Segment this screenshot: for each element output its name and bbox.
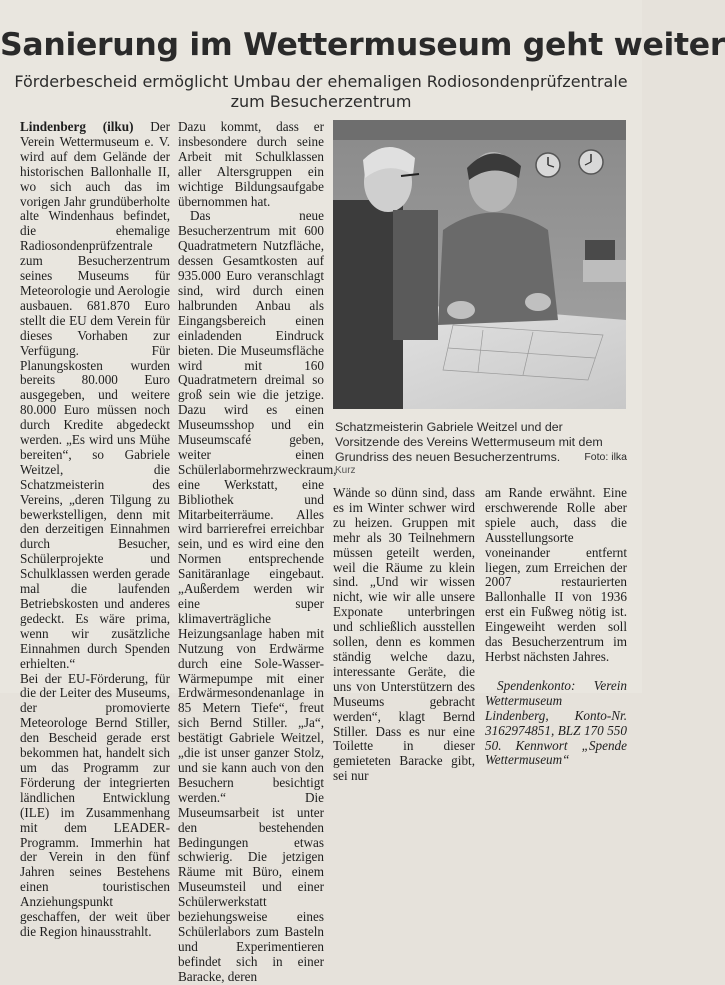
article-subheadline (0, 72, 642, 112)
caption-tag: Kurz (335, 465, 356, 477)
subheadline-line-2: zum Besucherzentrum (230, 92, 412, 111)
caption-text: Schatzmeisterin Gabriele Weitzel und der Vorsitzende des Vereins Wettermuseum mit dem Grundriss des neuen Besucherzentrums. (335, 420, 603, 464)
article-column-4 (485, 486, 627, 768)
donation-account: Spendenkonto: Verein Wettermuseum Lindenberg, Konto-Nr. 3162974851, BLZ 170 550 50. Kennwort „Spende Wettermuseum“ (485, 677, 627, 768)
article-photo (333, 120, 626, 409)
article-paragraph (20, 120, 170, 672)
dateline: Lindenberg (ilku) (20, 119, 134, 134)
article-paragraph: Dazu kommt, dass er insbesondere durch seine Arbeit mit Schulklassen aller Altersgruppen ein wichtige Bildungsaufgabe übernommen hat. (178, 119, 324, 209)
photo-illustration (333, 120, 626, 409)
article-column-2 (178, 119, 337, 985)
article-paragraph: am Rande erwähnt. Eine erschwerende Rolle aber spiele auch, dass die Ausstellungsorte voneinander entfernt liegen, zum Erreichen der 2007 restaurierten Ballonhalle II von 1936 erst ein Fußweg nötig ist. Eingeweiht werden soll das Besucherzentrum im Herbst nächsten Jahres. (485, 485, 627, 664)
article-paragraph: Das neue Besucherzentrum mit 600 Quadratmetern Nutzfläche, dessen Gesamtkosten auf 935.000 Euro veranschlagt sind, wird durch einen halbrunden Anbau als Eingangsbereich einen einladenden Eindruck bieten. Die Museumsfläche wird mit 160 Quadratmetern dreimal so groß sein wie die jetzige. Dazu wird es einen Museumsshop und ein Museumscafé geben, weiter einen Schülerlabormehrzweckraum, eine Werkstatt, eine Bibliothek und Mitarbeiterräume. Alles wird barrierefrei erreichbar sein, und es wird eine den Normen entsprechende Sanitäranlage eingebaut. „Außerdem werden wir eine super klimaverträgliche Heizungsanlage haben mit Nutzung von Erdwärme durch eine Sole-Wasser-Wärmepumpe mit einer Erdwärmesondenanlage in 85 Metern Tiefe“, freut sich Bernd Stiller. „Ja“, bestätigt Gabriele Weitzel, „die ist unser ganzer Stolz, und sie kann auch von den Besuchern besichtigt werden.“ Die Museumsarbeit ist unter den bestehenden Bedingungen etwas schwierig. Die jetzigen Räume mit Büro, einem Museumsteil und einer Schülerwerkstatt beziehungsweise eines Schülerlabors zum Basteln und Experimentieren befindet sich in einer Baracke, deren (178, 208, 337, 984)
paragraph-text: Der Verein Wettermuseum e. V. wird auf dem Gelände der historischen Ballonhalle II, wo sich auch das im vorigen Jahr grundüberholte alte Windenhaus befindet, die ehemalige Radiosondenprüfzentrale zum Besucherzentrum seines Museums für Meteorologie und Aerologie ausbauen. 681.870 Euro stellt die EU dem Verein für dieses Vorhaben zur Verfügung. Für Planungskosten wurden bereits 80.000 Euro ausgegeben, und weitere 80.000 Euro müssen noch durch Kredite abgedeckt werden. „Es wird uns Mühe bereiten“, so Gabriele Weitzel, die Schatzmeisterin des Vereins, „deren Tilgung zu bewerkstelligen, denn mit den derzeitigen Einnahmen durch Besucher, Schülerprojekte und Schulklassen werden gerade mal die laufenden Betriebskosten und anderes gedeckt. Es wäre prima, wenn wir zusätzliche Einnahmen durch Spenden erhielten.“ (20, 119, 171, 671)
article-column-3 (333, 486, 475, 784)
wall-clock-icon (536, 153, 560, 177)
wall-clock-icon (579, 150, 603, 174)
article-paragraph: Bei der EU-Förderung, für die der Leiter des Museums, der promovierte Meteorologe Bernd Stiller, den Bescheid gerade erst bekommen hat, handelt sich um das Programm zur Förderung der integrierten ländlichen Entwicklung (ILE) im Zusammenhang mit dem LEADER-Programm. Immerhin hat der Verein in den fünf Jahren seines Bestehens einen touristischen Anziehungspunkt geschaffen, der weit über die Region hinausstrahlt. (20, 670, 170, 939)
article-paragraph: Wände so dünn sind, dass es im Winter schwer wird zu heizen. Gruppen mit mehr als 30 Teilnehmern müssen geteilt werden, weil die Räume zu klein sind. „Und wir wissen nicht, wie wir alle unsere Exponate unterbringen und schließlich ausstellen sollen, denn es kommen ständig welche dazu, interessante Geräte, die uns von Unterstützern des Museums gebracht werden“, klagt Bernd Stiller. Dass es nur eine Toilette in dieser gemieteten Baracke gibt, sei nur (333, 485, 475, 784)
subheadline-line-1: Förderbescheid ermöglicht Umbau der ehemaligen Rodiosondenprüfzentrale (14, 72, 628, 91)
article-headline: Sanierung im Wettermuseum geht weiter (0, 27, 725, 63)
photo-caption (335, 420, 627, 479)
article-column-1 (20, 120, 170, 940)
photo-credit: Foto: ilka (584, 450, 627, 463)
